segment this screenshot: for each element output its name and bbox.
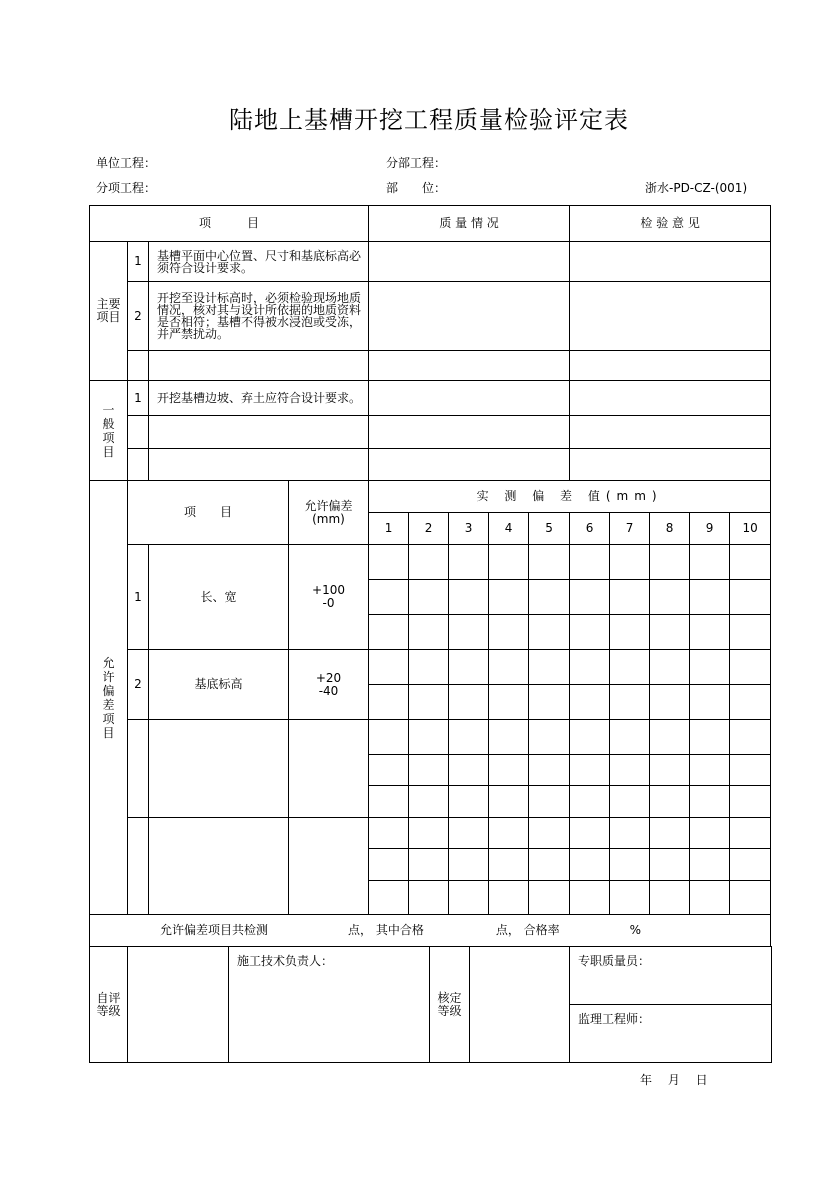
- quality-cell[interactable]: [369, 449, 570, 481]
- form-code: 浙水-PD-CZ-(001): [645, 181, 748, 195]
- main-item-text: 基槽平面中心位置、尺寸和基底标高必须符合设计要求。: [149, 242, 369, 282]
- allowed-deviation: +20 -40: [289, 650, 369, 720]
- measurement-cell[interactable]: [529, 545, 570, 580]
- measurement-cell[interactable]: [369, 580, 409, 615]
- qa-label: 专职质量员：: [570, 947, 772, 1005]
- quality-cell[interactable]: [369, 242, 570, 282]
- measurement-cell[interactable]: [409, 650, 449, 685]
- row-number: [128, 416, 149, 449]
- subitem-project-label: 分项工程：: [96, 181, 157, 195]
- measurement-cell[interactable]: [570, 580, 610, 615]
- measurement-cell[interactable]: [570, 615, 610, 650]
- measurement-cell[interactable]: [369, 615, 409, 650]
- row-number: 1: [128, 242, 149, 282]
- opinion-cell[interactable]: [570, 416, 771, 449]
- header-quality: 质 量 情 况: [369, 206, 570, 242]
- quality-cell[interactable]: [369, 282, 570, 351]
- measurement-cell[interactable]: [489, 650, 529, 685]
- measure-column-number: 7: [610, 513, 650, 545]
- measurement-cell[interactable]: [369, 650, 409, 685]
- measure-column-number: 3: [449, 513, 489, 545]
- measurement-cell[interactable]: [409, 685, 449, 720]
- supervisor-label: 监理工程师：: [570, 1005, 772, 1063]
- main-items-label: 主要项目: [90, 242, 128, 381]
- self-grade-cell[interactable]: [128, 947, 229, 1063]
- measurement-cell[interactable]: [610, 786, 650, 818]
- measurement-cell[interactable]: [449, 720, 489, 755]
- measurement-cell[interactable]: [610, 545, 650, 580]
- measurement-cell[interactable]: [529, 615, 570, 650]
- measurement-cell[interactable]: [449, 650, 489, 685]
- measurement-cell[interactable]: [610, 650, 650, 685]
- measurement-cell[interactable]: [650, 881, 690, 915]
- measure-column-number: 9: [690, 513, 730, 545]
- row-number: 1: [128, 381, 149, 416]
- tolerance-item-name[interactable]: [149, 720, 289, 818]
- measurement-cell[interactable]: [489, 685, 529, 720]
- row-number: [128, 449, 149, 481]
- measurement-cell[interactable]: [690, 849, 730, 881]
- main-item-text: 开挖至设计标高时，必须检验现场地质情况，核对其与设计所依据的地质资料是否相符；基槽不得被水浸泡或受冻，并严禁扰动。: [149, 282, 369, 351]
- measurement-cell[interactable]: [650, 580, 690, 615]
- measurement-cell[interactable]: [570, 720, 610, 755]
- measurement-cell[interactable]: [610, 755, 650, 786]
- main-item-text[interactable]: [149, 351, 369, 381]
- measurement-cell[interactable]: [690, 580, 730, 615]
- measurement-cell[interactable]: [529, 650, 570, 685]
- measurement-cell[interactable]: [529, 580, 570, 615]
- measurement-cell[interactable]: [409, 818, 449, 849]
- allowed-deviation[interactable]: [289, 818, 369, 915]
- measurement-cell[interactable]: [529, 755, 570, 786]
- measurement-cell[interactable]: [489, 849, 529, 881]
- unit-project-label: 单位工程：: [96, 156, 157, 170]
- measurement-cell[interactable]: [489, 545, 529, 580]
- allowed-deviation[interactable]: [289, 720, 369, 818]
- measurement-cell[interactable]: [650, 755, 690, 786]
- location-label: 部 位：: [386, 181, 447, 195]
- summary-text-total: 允许偏差项目共检测: [160, 923, 269, 937]
- measurement-cell[interactable]: [730, 881, 771, 915]
- measurement-cell[interactable]: [570, 818, 610, 849]
- measurement-cell[interactable]: [489, 755, 529, 786]
- allow-header: 允许偏差(mm): [289, 481, 369, 545]
- signature-table: [89, 946, 772, 1063]
- measurement-cell[interactable]: [650, 615, 690, 650]
- measurement-cell[interactable]: [730, 685, 771, 720]
- opinion-cell[interactable]: [570, 242, 771, 282]
- measurement-cell[interactable]: [489, 786, 529, 818]
- measurement-cell[interactable]: [409, 881, 449, 915]
- measurement-cell[interactable]: [529, 685, 570, 720]
- measure-column-number: 10: [730, 513, 771, 545]
- measurement-cell[interactable]: [650, 786, 690, 818]
- measurement-cell[interactable]: [730, 720, 771, 755]
- measurement-cell[interactable]: [409, 720, 449, 755]
- summary-text-passed: 点， 其中合格: [348, 923, 424, 937]
- measurement-cell[interactable]: [489, 615, 529, 650]
- measure-column-number: 6: [570, 513, 610, 545]
- measurement-cell[interactable]: [449, 755, 489, 786]
- measured-header: 实 测 偏 差 值(mm): [369, 481, 771, 513]
- measurement-cell[interactable]: [449, 545, 489, 580]
- measure-column-number: 8: [650, 513, 690, 545]
- general-item-text[interactable]: [149, 416, 369, 449]
- measurement-cell[interactable]: [489, 580, 529, 615]
- measurement-cell[interactable]: [690, 881, 730, 915]
- row-number: [128, 818, 149, 915]
- measurement-cell[interactable]: [409, 580, 449, 615]
- measurement-cell[interactable]: [730, 545, 771, 580]
- self-grade-label: 自评等级: [90, 947, 128, 1063]
- measurement-cell[interactable]: [610, 818, 650, 849]
- measurement-cell[interactable]: [690, 786, 730, 818]
- tolerance-label: 允许偏差项目: [90, 481, 128, 915]
- measurement-cell[interactable]: [690, 755, 730, 786]
- opinion-cell[interactable]: [570, 351, 771, 381]
- allowed-deviation: +100 -0: [289, 545, 369, 650]
- row-number: 2: [128, 282, 149, 351]
- measurement-cell[interactable]: [409, 786, 449, 818]
- measurement-cell[interactable]: [570, 786, 610, 818]
- measurement-cell[interactable]: [610, 580, 650, 615]
- measure-column-number: 2: [409, 513, 449, 545]
- measurement-cell[interactable]: [369, 545, 409, 580]
- measurement-cell[interactable]: [369, 685, 409, 720]
- measurement-cell[interactable]: [730, 615, 771, 650]
- measurement-cell[interactable]: [650, 650, 690, 685]
- measurement-cell[interactable]: [650, 849, 690, 881]
- inspection-table: [89, 205, 771, 947]
- measurement-cell[interactable]: [570, 545, 610, 580]
- measurement-cell[interactable]: [529, 849, 570, 881]
- measurement-cell[interactable]: [489, 720, 529, 755]
- tolerance-item-name: 基底标高: [149, 650, 289, 720]
- measurement-cell[interactable]: [690, 818, 730, 849]
- measurement-cell[interactable]: [730, 818, 771, 849]
- general-item-text: 开挖基槽边坡、弃土应符合设计要求。: [149, 381, 369, 416]
- measurement-cell[interactable]: [690, 685, 730, 720]
- general-items-label: 一般项目: [90, 381, 128, 481]
- summary-text-rate: 点， 合格率: [495, 923, 560, 937]
- header-opinion: 检 验 意 见: [570, 206, 771, 242]
- measurement-cell[interactable]: [449, 786, 489, 818]
- measurement-cell[interactable]: [369, 755, 409, 786]
- measurement-cell[interactable]: [409, 545, 449, 580]
- measurement-cell[interactable]: [570, 849, 610, 881]
- measurement-cell[interactable]: [409, 849, 449, 881]
- tolerance-item-name: 长、宽: [149, 545, 289, 650]
- measurement-cell[interactable]: [529, 786, 570, 818]
- measurement-cell[interactable]: [570, 650, 610, 685]
- opinion-cell[interactable]: [570, 381, 771, 416]
- row-number: 1: [128, 545, 149, 650]
- row-number: [128, 720, 149, 818]
- header-item: 项 目: [90, 206, 369, 242]
- division-project-label: 分部工程：: [386, 156, 447, 170]
- measurement-cell[interactable]: [570, 881, 610, 915]
- measurement-cell[interactable]: [690, 545, 730, 580]
- measurement-cell[interactable]: [610, 720, 650, 755]
- page-title: 陆地上基槽开挖工程质量检验评定表: [229, 106, 629, 134]
- measurement-cell[interactable]: [489, 881, 529, 915]
- measurement-cell[interactable]: [570, 755, 610, 786]
- quality-cell[interactable]: [369, 351, 570, 381]
- measurement-cell[interactable]: [489, 818, 529, 849]
- measurement-cell[interactable]: [449, 881, 489, 915]
- measurement-cell[interactable]: [650, 685, 690, 720]
- measurement-cell[interactable]: [449, 615, 489, 650]
- measurement-cell[interactable]: [409, 615, 449, 650]
- measurement-cell[interactable]: [730, 786, 771, 818]
- measurement-cell[interactable]: [529, 818, 570, 849]
- measurement-cell[interactable]: [730, 650, 771, 685]
- measurement-cell[interactable]: [369, 881, 409, 915]
- measurement-cell[interactable]: [730, 755, 771, 786]
- measure-column-number: 5: [529, 513, 570, 545]
- tolerance-item-name[interactable]: [149, 818, 289, 915]
- measurement-cell[interactable]: [409, 755, 449, 786]
- measurement-cell[interactable]: [529, 720, 570, 755]
- measurement-cell[interactable]: [570, 685, 610, 720]
- measurement-cell[interactable]: [610, 849, 650, 881]
- summary-percent: %: [629, 923, 642, 937]
- measurement-cell[interactable]: [369, 818, 409, 849]
- summary-row: [90, 915, 771, 947]
- tolerance-item-header: 项 目: [128, 481, 289, 545]
- measure-column-number: 4: [489, 513, 529, 545]
- verify-grade-label: 核定等级: [430, 947, 470, 1063]
- measurement-cell[interactable]: [369, 849, 409, 881]
- date-label: 年 月 日: [640, 1073, 708, 1087]
- measurement-cell[interactable]: [449, 580, 489, 615]
- measurement-cell[interactable]: [610, 615, 650, 650]
- verify-grade-cell[interactable]: [470, 947, 570, 1063]
- row-number: [128, 351, 149, 381]
- measurement-cell[interactable]: [690, 650, 730, 685]
- measurement-cell[interactable]: [369, 786, 409, 818]
- measurement-cell[interactable]: [650, 720, 690, 755]
- opinion-cell[interactable]: [570, 449, 771, 481]
- measurement-cell[interactable]: [449, 818, 489, 849]
- measurement-cell[interactable]: [730, 580, 771, 615]
- measurement-cell[interactable]: [650, 818, 690, 849]
- measurement-cell[interactable]: [690, 615, 730, 650]
- quality-cell[interactable]: [369, 416, 570, 449]
- measurement-cell[interactable]: [610, 881, 650, 915]
- general-item-text[interactable]: [149, 449, 369, 481]
- tech-lead-label: 施工技术负责人：: [229, 947, 430, 1063]
- row-number: 2: [128, 650, 149, 720]
- measurement-cell[interactable]: [690, 720, 730, 755]
- measure-column-number: 1: [369, 513, 409, 545]
- measurement-cell[interactable]: [610, 685, 650, 720]
- measurement-cell[interactable]: [529, 881, 570, 915]
- measurement-cell[interactable]: [449, 685, 489, 720]
- measurement-cell[interactable]: [449, 849, 489, 881]
- opinion-cell[interactable]: [570, 282, 771, 351]
- quality-cell[interactable]: [369, 381, 570, 416]
- measurement-cell[interactable]: [650, 545, 690, 580]
- measurement-cell[interactable]: [369, 720, 409, 755]
- measurement-cell[interactable]: [730, 849, 771, 881]
